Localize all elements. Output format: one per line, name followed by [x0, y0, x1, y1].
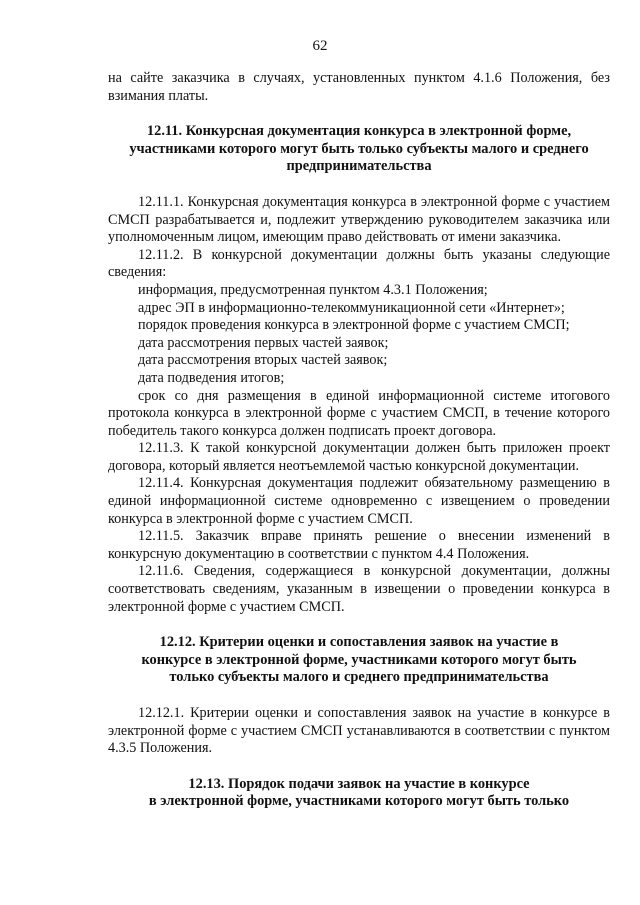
paragraph-12-11-1: 12.11.1. Конкурсная документация конкурса в электронной форме с участием СМСП разрабатывается и, подлежит утверждению руководителем заказчика или уполномоченным лицом, имеющим право действовать от имени заказчика. [108, 193, 610, 246]
list-item: порядок проведения конкурса в электронной форме с участием СМСП; [138, 317, 570, 334]
page-number: 62 [312, 38, 328, 54]
heading-line: в электронной форме, участниками которого могут быть только [148, 793, 570, 810]
paragraph-12-11-4: 12.11.4. Конкурсная документация подлежит обязательному размещению в единой информационной системе одновременно с извещением о проведении конкурса в электронной форме с участием СМСП. [108, 475, 610, 527]
paragraph-12-12-1: 12.12.1. Критерии оценки и сопоставления заявок на участие в конкурсе в электронной форме с участием СМСП устанавливаются в соответствии с пунктом 4.3.5 Положения. [108, 705, 610, 757]
heading-line: 12.13. Порядок подачи заявок на участие в конкурсе [188, 775, 530, 792]
list-item: информация, предусмотренная пунктом 4.3.1 Положения; [138, 281, 488, 298]
intro-paragraph: на сайте заказчика в случаях, установленных пунктом 4.1.6 Положения, без взимания платы. [108, 70, 610, 104]
paragraph-12-11-3: 12.11.3. К такой конкурсной документации должен быть приложен проект договора, который является неотъемлемой частью конкурсной документации. [108, 440, 610, 474]
heading-line: 12.12. Критерии оценки и сопоставления заявок на участие в [159, 634, 559, 651]
list-item: дата подведения итогов; [138, 369, 285, 386]
section-12-11-heading: 12.11. Конкурсная документация конкурса в электронной форме, участниками которого могут быть только субъекты малого и среднего предпринимательства [129, 123, 589, 175]
heading-line: только субъекты малого и среднего предпринимательства [169, 669, 549, 686]
list-item: адрес ЭП в информационно-телекоммуникационной сети «Интернет»; [138, 299, 565, 316]
heading-line: конкурсе в электронной форме, участниками которого могут быть [141, 651, 577, 668]
list-item: дата рассмотрения первых частей заявок; [138, 334, 389, 351]
page-content [108, 70, 610, 811]
paragraph-12-11-2: 12.11.2. В конкурсной документации должны быть указаны следующие сведения: [108, 246, 610, 281]
paragraph-12-11-5: 12.11.5. Заказчик вправе принять решение о внесении изменений в конкурсную документацию в соответствии с пунктом 4.4 Положения. [108, 528, 610, 562]
list-item: дата рассмотрения вторых частей заявок; [138, 352, 388, 369]
section-12-13-heading [108, 776, 610, 811]
paragraph-signing-deadline: срок со дня размещения в единой информационной системе итогового протокола конкурса в электронной форме с участием СМСП, в течение которого победитель такого конкурса должен подписать проект договора. [108, 387, 610, 439]
paragraph-12-11-6: 12.11.6. Сведения, содержащиеся в конкурсной документации, должны соответствовать сведениям, указанным в извещении о проведении конкурса в электронной форме с участием СМСП. [108, 563, 610, 615]
section-12-12-heading [108, 634, 610, 687]
